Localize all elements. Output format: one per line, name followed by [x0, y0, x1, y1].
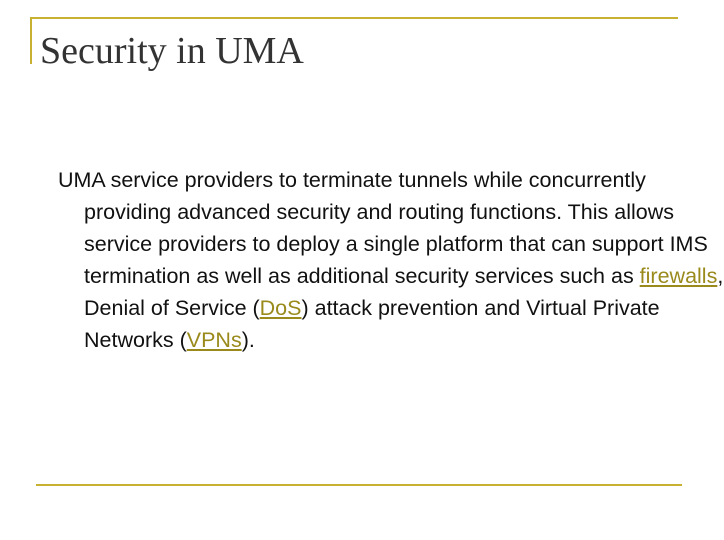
- slide-title: Security in UMA: [40, 30, 304, 72]
- paragraph-text-2: , Denial of Service (: [84, 264, 724, 320]
- body-paragraph: [58, 164, 724, 356]
- firewalls-link[interactable]: firewalls: [639, 264, 718, 288]
- footer-rule: [36, 484, 682, 486]
- paragraph-text-3: ) attack prevention and Virtual Private Networks (: [84, 296, 660, 352]
- dos-link[interactable]: DoS: [259, 296, 302, 320]
- title-rule-horizontal: [30, 17, 678, 19]
- paragraph-text-1: UMA service providers to terminate tunnels while concurrently providing advanced security and routing functions. This allows service providers to deploy a single platform that can support IMS termination as well as additional security services such as: [58, 168, 708, 288]
- title-rule-vertical: [30, 17, 32, 64]
- paragraph-text-4: ).: [241, 328, 255, 352]
- vpns-link[interactable]: VPNs: [186, 328, 242, 352]
